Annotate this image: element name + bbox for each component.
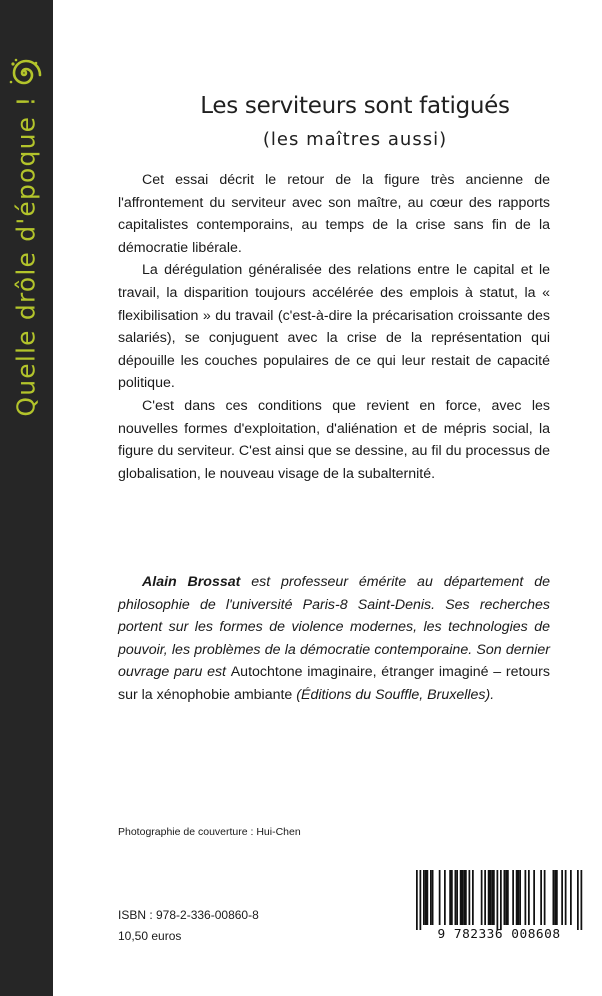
- barcode-bar: [570, 870, 572, 925]
- barcode-bar: [533, 870, 535, 925]
- barcode-bar: [577, 870, 579, 930]
- blurb: [118, 169, 550, 485]
- barcode-bar: [504, 870, 506, 925]
- barcode-bar: [462, 870, 464, 925]
- barcode-bar: [432, 870, 434, 925]
- barcode-bar: [425, 870, 427, 925]
- barcode-bar: [581, 870, 583, 930]
- book-spine: [0, 0, 53, 996]
- barcode-bar: [553, 870, 555, 925]
- barcode-bar: [449, 870, 451, 925]
- barcode-bar: [430, 870, 432, 925]
- barcode-bar: [423, 870, 425, 925]
- barcode-bar: [512, 870, 514, 925]
- barcode-bar: [497, 870, 499, 930]
- barcode-bar: [528, 870, 530, 925]
- barcode-bar: [565, 870, 567, 925]
- blurb-paragraph: La dérégulation généralisée des relations entre le capital et le travail, la disparition toujours accélérée des emplois à statut, la « flexibilisation » du travail (c'est-à-dire la précarisation croissante des salariés), se conjuguent avec la crise de la représentation qui dépouille les couches populaires de ce qui leur restait de capacité politique.: [118, 262, 550, 392]
- barcode-bar: [463, 870, 465, 925]
- barcode-bar: [465, 870, 467, 925]
- book-subtitle: (les maîtres aussi): [262, 129, 448, 150]
- barcode-bar: [439, 870, 441, 925]
- photo-credit: Photographie de couverture : Hui-Chen: [118, 826, 301, 838]
- barcode-bar: [500, 870, 502, 930]
- barcode-bar: [469, 870, 471, 925]
- barcode-bar: [525, 870, 527, 925]
- barcode-bar: [472, 870, 474, 925]
- barcode-bar: [490, 870, 492, 925]
- barcode-bar: [460, 870, 462, 925]
- green-spiral-icon: [6, 55, 42, 91]
- barcode-bar: [455, 870, 457, 925]
- barcode-bar: [518, 870, 520, 925]
- barcode-digits: 9 782336 008608: [437, 927, 561, 942]
- barcode-bar: [554, 870, 556, 925]
- barcode-bar: [481, 870, 483, 925]
- barcode-bar: [456, 870, 458, 925]
- blurb-paragraph: Cet essai décrit le retour de la figure très ancienne de l'affrontement du serviteur avec son maître, au cœur des rapports capitalistes contemporains, au temps de la crise sans fin de la démocratie libérale.: [118, 172, 550, 256]
- isbn: ISBN : 978-2-336-00860-8: [118, 908, 259, 922]
- blurb-paragraph: C'est dans ces conditions que revient en force, avec les nouvelles formes d'exploitation, d'aliénation et de mépris social, la figure du serviteur. C'est ainsi que se dessine, au fil du processus de globalisation, le nouveau visage de la subalternité.: [118, 397, 550, 482]
- barcode-bar: [488, 870, 490, 925]
- barcode-bar: [427, 870, 429, 925]
- barcode: [401, 866, 597, 944]
- barcode-bar: [561, 870, 563, 925]
- barcode-bar: [444, 870, 446, 925]
- price: 10,50 euros: [118, 929, 182, 943]
- barcode-bar: [451, 870, 453, 925]
- author-bio-paragraph: [118, 571, 550, 707]
- barcode-bar: [420, 870, 422, 930]
- barcode-bar: [540, 870, 542, 925]
- barcode-bar: [493, 870, 495, 925]
- barcode-bar: [544, 870, 546, 925]
- ean13-barcode-icon: [401, 866, 597, 930]
- barcode-bar: [556, 870, 558, 925]
- barcode-bar: [505, 870, 507, 925]
- author-bio-publisher: (Éditions du Souffle, Bruxelles).: [292, 686, 495, 703]
- book-title: Les serviteurs sont fatigués: [200, 93, 510, 119]
- barcode-bar: [507, 870, 509, 925]
- barcode-bar: [484, 870, 486, 925]
- author-bio-text: est professeur émérite au département de philosophie de l'université Paris-8 Saint-Denis. Ses recherches portent sur les formes de violence modernes, les technologies de pouvoir, les problèmes de la démocratie contemporaine. Son dernier ouvrage paru est: [118, 574, 550, 681]
- author-name: Alain Brossat: [142, 574, 241, 590]
- latest-book-title: Autochtone imaginaire, étranger imaginé – retours sur la xénophobie ambiante: [118, 664, 550, 703]
- barcode-bar: [491, 870, 493, 925]
- series-title: Quelle drôle d'époque !: [11, 95, 41, 417]
- author-bio: [118, 571, 550, 707]
- barcode-bar: [516, 870, 518, 925]
- barcode-bar: [519, 870, 521, 925]
- barcode-bar: [416, 870, 418, 930]
